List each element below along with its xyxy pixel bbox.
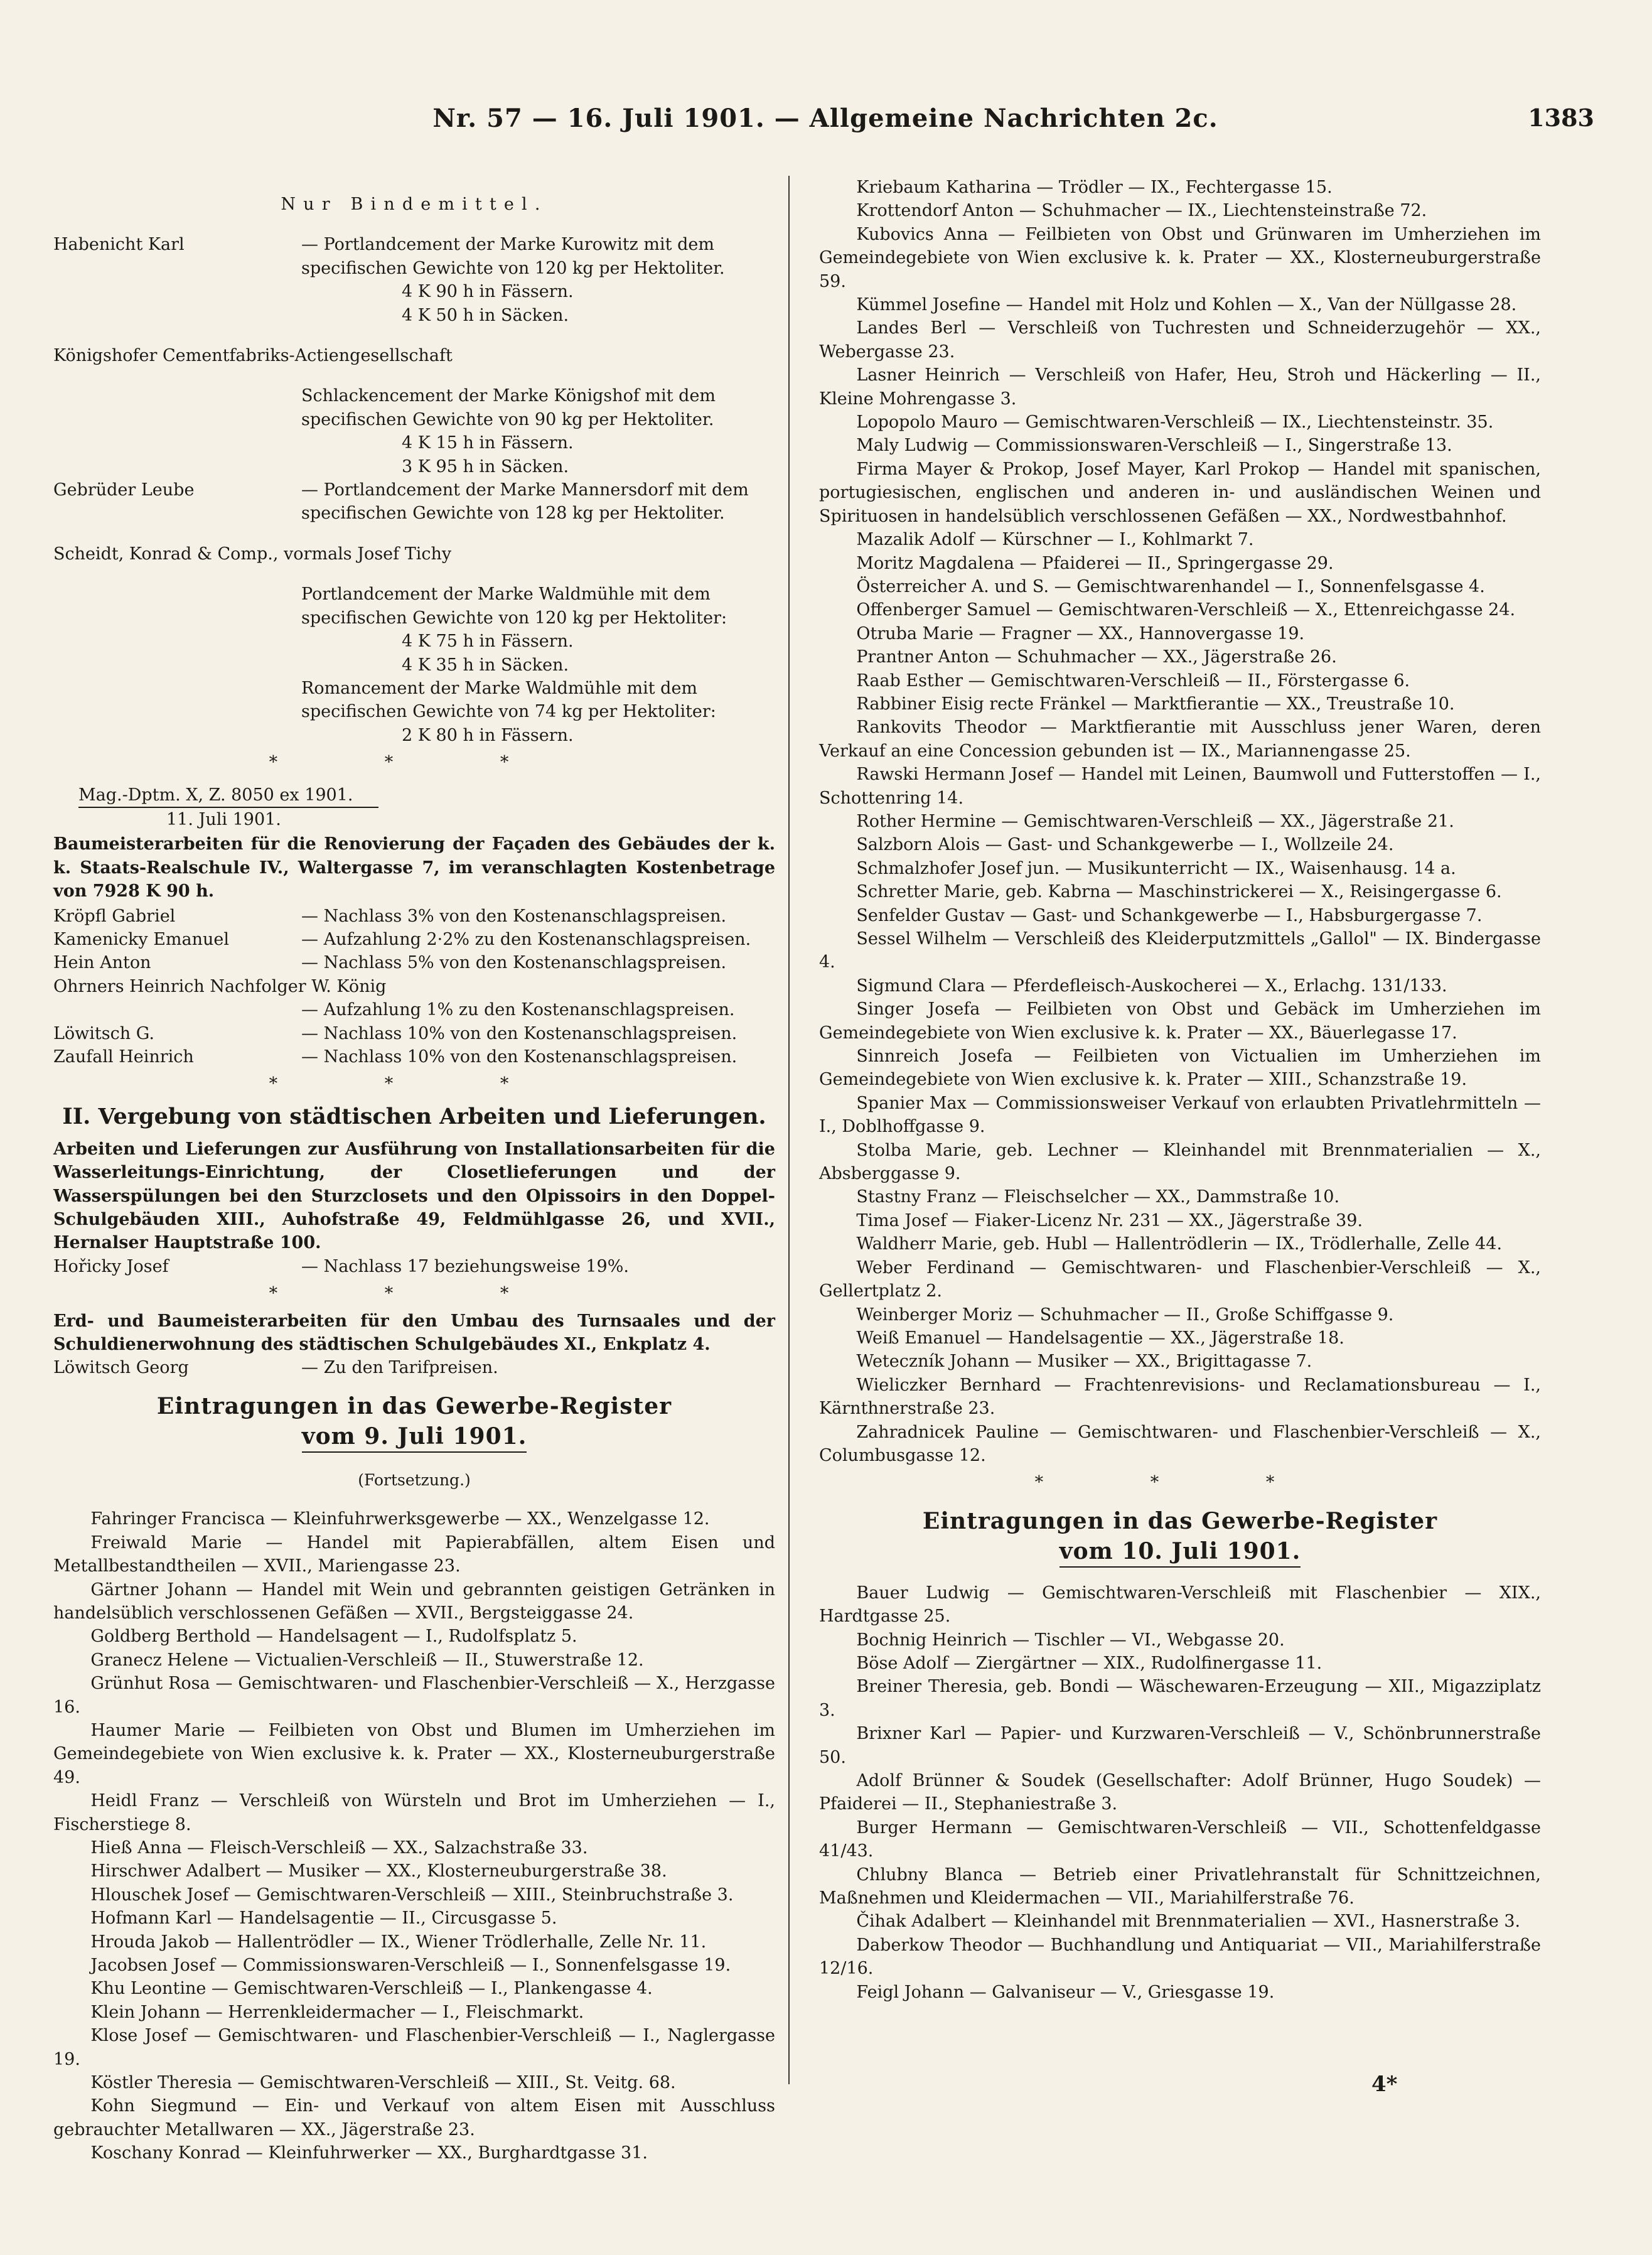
bid-text: — Nachlass 5% von den Kostenanschlagspreisen. bbox=[301, 953, 727, 973]
register-entry: Mazalik Adolf — Kürschner — I., Kohlmarkt 7. bbox=[856, 530, 1254, 550]
register-entry: Daberkow Theodor — Buchhandlung und Antiquariat — VII., Mariahilferstraße 12/16. bbox=[819, 1935, 1541, 1979]
supplier-price: 4 K 75 h in Fässern. bbox=[402, 632, 574, 652]
supplier-line: specifischen Gewichte von 120 kg per Hektoliter. bbox=[301, 258, 725, 278]
register-entry: Goldberg Berthold — Handelsagent — I., Rudolfsplatz 5. bbox=[90, 1627, 577, 1647]
bidder-name: Kröpfl Gabriel bbox=[53, 906, 176, 926]
supplier-line: Schlackencement der Marke Königshof mit dem bbox=[301, 386, 716, 406]
page-number: 1383 bbox=[1528, 104, 1594, 132]
register-entry: Krottendorf Anton — Schuhmacher — IX., Liechtensteinstraße 72. bbox=[856, 201, 1427, 221]
bidder-name: Ohrners Heinrich Nachfolger W. König bbox=[53, 976, 387, 996]
supplier-line: specifischen Gewichte von 120 kg per Hektoliter: bbox=[301, 608, 727, 628]
baumeister-list bbox=[53, 905, 775, 1069]
register-entry: Landes Berl — Verschleiß von Tuchresten und Schneiderzugehör — XX., Webergasse 23. bbox=[819, 318, 1541, 362]
supplier-price: 4 K 90 h in Fässern. bbox=[402, 282, 574, 302]
supplier-line: specifischen Gewichte von 90 kg per Hektoliter. bbox=[301, 409, 714, 429]
supplier-price: 4 K 50 h in Säcken. bbox=[402, 305, 569, 325]
register-entries-2 bbox=[819, 1581, 1541, 2004]
supplier-price: 4 K 35 h in Säcken. bbox=[402, 655, 569, 675]
register-entry: Firma Mayer & Prokop, Josef Mayer, Karl Prokop — Handel mit spanischen, portugiesischen, englischen und anderen in- und ausländischen Weinen und Spirituosen in handelsüblich verschlossenen Gefäßen — XX., Nordwestbahnhof. bbox=[819, 459, 1541, 526]
register-entry: Moritz Magdalena — Pfaiderei — II., Springergasse 29. bbox=[856, 553, 1334, 573]
register-entry: Kubovics Anna — Feilbieten von Obst und Grünwaren im Umherziehen im Gemeindegebiete von Wien exclusive k. k. Prater — XX., Klosterneuburgerstraße 59. bbox=[819, 224, 1541, 291]
bid-text: — Aufzahlung 1% zu den Kostenanschlagspreisen. bbox=[301, 1000, 735, 1020]
bidder-name: Hein Anton bbox=[53, 953, 151, 973]
bid-text: — Zu den Tarifpreisen. bbox=[301, 1358, 498, 1378]
register-entry: Maly Ludwig — Commissionswaren-Verschleiß — I., Singerstraße 13. bbox=[856, 436, 1452, 456]
register-entry: Haumer Marie — Feilbieten von Obst und Blumen im Umherziehen im Gemeindegebiete von Wien exclusive k. k. Prater — XX., Klosterneuburgerstraße 49. bbox=[53, 1720, 775, 1787]
register-entry: Hrouda Jakob — Hallentrödler — IX., Wiener Trödlerhalle, Zelle Nr. 11. bbox=[90, 1932, 707, 1952]
register-entry: Schretter Marie, geb. Kabrna — Maschinstrickerei — X., Reisingergasse 6. bbox=[856, 882, 1502, 902]
register-entry: Kümmel Josefine — Handel mit Holz und Kohlen — X., Van der Nüllgasse 28. bbox=[856, 295, 1517, 315]
section-stars: * * * bbox=[269, 1284, 560, 1304]
register-entries bbox=[819, 176, 1541, 1467]
right-column bbox=[819, 176, 1541, 2004]
supplier-price: 2 K 80 h in Fässern. bbox=[402, 725, 574, 745]
register-entry: Feigl Johann — Galvaniseur — V., Griesgasse 19. bbox=[856, 1982, 1275, 2002]
bid-row bbox=[53, 928, 775, 951]
register-entry: Hirschwer Adalbert — Musiker — XX., Klosterneuburgerstraße 38. bbox=[90, 1861, 667, 1881]
bidder-name: Löwitsch Georg bbox=[53, 1358, 189, 1378]
register-entry: Hieß Anna — Fleisch-Verschleiß — XX., Salzachstraße 33. bbox=[90, 1838, 588, 1858]
bidder-name bbox=[53, 998, 301, 1021]
register-entry: Fahringer Francisca — Kleinfuhrwerksgewerbe — XX., Wenzelgasse 12. bbox=[90, 1509, 710, 1529]
supplier-line: — Portlandcement der Marke Mannersdorf mit dem bbox=[301, 480, 749, 500]
bid-text bbox=[301, 975, 775, 998]
register-entry: Weber Ferdinand — Gemischtwaren- und Flaschenbier-Verschleiß — X., Gellertplatz 2. bbox=[819, 1257, 1541, 1301]
supplier-line: specifischen Gewichte von 74 kg per Hektoliter: bbox=[301, 702, 716, 722]
register-entry: Prantner Anton — Schuhmacher — XX., Jägerstraße 26. bbox=[856, 647, 1337, 667]
register-entry: Bochnig Heinrich — Tischler — VI., Webgasse 20. bbox=[856, 1630, 1285, 1650]
register-entry: Rawski Hermann Josef — Handel mit Leinen, Baumwoll und Futterstoffen — I., Schottenring 14. bbox=[819, 765, 1541, 808]
register-entry: Sigmund Clara — Pferdefleisch-Auskocherei — X., Erlachg. 131/133. bbox=[856, 976, 1447, 996]
supplier-name: Scheidt, Konrad & Comp., vormals Josef Tichy bbox=[53, 544, 452, 564]
register-entry: Klein Johann — Herrenkleidermacher — I., Fleischmarkt. bbox=[90, 2002, 584, 2022]
register-entry: Tima Josef — Fiaker-Licenz Nr. 231 — XX., Jägerstraße 39. bbox=[856, 1210, 1363, 1230]
bidder-name: Kamenicky Emanuel bbox=[53, 929, 229, 949]
bid-row bbox=[53, 951, 775, 974]
sheet-mark: 4* bbox=[1371, 2072, 1398, 2097]
register-entry: Salzborn Alois — Gast- und Schankgewerbe — I., Wollzeile 24. bbox=[856, 835, 1394, 855]
register-entry: Spanier Max — Commissionsweiser Verkauf von erlaubten Privatlehrmitteln — I., Doblhoffgasse 9. bbox=[819, 1093, 1541, 1137]
register-entries bbox=[53, 1507, 775, 2165]
register-entry: Lopopolo Mauro — Gemischtwaren-Verschleiß — IX., Liechtensteinstr. 35. bbox=[856, 412, 1494, 433]
cement-entry bbox=[53, 233, 775, 256]
supplier-line: Portlandcement der Marke Waldmühle mit dem bbox=[301, 584, 711, 605]
register-title: Eintragungen in das Gewerbe-Register bbox=[156, 1392, 672, 1419]
section-stars: * * * bbox=[269, 753, 560, 773]
magistrate-date: 11. Juli 1901. bbox=[166, 809, 281, 829]
register-entry: Jacobsen Josef — Commissionswaren-Verschleiß — I., Sonnenfelsgasse 19. bbox=[90, 1956, 731, 1975]
column-divider bbox=[788, 176, 790, 2084]
bid-row bbox=[53, 1022, 775, 1045]
left-column bbox=[53, 176, 775, 2165]
supplier-price: 4 K 15 h in Fässern. bbox=[402, 433, 574, 453]
register-entry: Köstler Theresia — Gemischtwaren-Verschleiß — XIII., St. Veitg. 68. bbox=[90, 2073, 676, 2093]
register-entry: Adolf Brünner & Soudek (Gesellschafter: Adolf Brünner, Hugo Soudek) — Pfaiderei — II., Stephaniestraße 3. bbox=[819, 1771, 1541, 1814]
register-heading bbox=[819, 1506, 1541, 1568]
register-entry: Österreicher A. und S. — Gemischtwarenhandel — I., Sonnenfelsgasse 4. bbox=[856, 576, 1485, 596]
cement-list bbox=[53, 233, 775, 747]
register-entry: Klose Josef — Gemischtwaren- und Flaschenbier-Verschleiß — I., Naglergasse 19. bbox=[53, 2026, 775, 2069]
register-entry: Hofmann Karl — Handelsagentie — II., Circusgasse 5. bbox=[90, 1908, 557, 1929]
register-entry: Böse Adolf — Ziergärtner — XIX., Rudolfinergasse 11. bbox=[856, 1653, 1322, 1673]
bid-row bbox=[53, 1255, 775, 1278]
bid-row bbox=[53, 905, 775, 928]
supplier-line: specifischen Gewichte von 128 kg per Hektoliter. bbox=[301, 503, 725, 524]
section-etc: 2c. bbox=[1174, 104, 1218, 133]
register-entry: Kohn Siegmund — Ein- und Verkauf von altem Eisen mit Ausschluss gebrauchter Metallwaren — XX., Jägerstraße 23. bbox=[53, 2096, 775, 2139]
bid-text: — Nachlass 3% von den Kostenanschlagspreisen. bbox=[301, 906, 727, 926]
register-entry: Grünhut Rosa — Gemischtwaren- und Flaschenbier-Verschleiß — X., Herzgasse 16. bbox=[53, 1674, 775, 1717]
register-entry: Bauer Ludwig — Gemischtwaren-Verschleiß mit Flaschenbier — XIX., Hardtgasse 25. bbox=[819, 1583, 1541, 1627]
register-entry: Kriebaum Katharina — Trödler — IX., Fechtergasse 15. bbox=[856, 178, 1333, 197]
register-date: vom 9. Juli 1901. bbox=[302, 1421, 527, 1453]
bid-text: — Nachlass 10% von den Kostenanschlagspreisen. bbox=[301, 1047, 738, 1067]
register-entry: Singer Josefa — Feilbieten von Obst und Gebäck im Umherziehen im Gemeindegebiete von Wien exclusive k. k. Prater — XX., Bäuerlegasse 17. bbox=[819, 999, 1541, 1043]
section-title: Allgemeine Nachrichten bbox=[809, 104, 1166, 133]
register-entry: Čihak Adalbert — Kleinhandel mit Brennmaterialien — XVI., Hasnerstraße 3. bbox=[856, 1912, 1521, 1932]
bid-text: — Aufzahlung 2·2% zu den Kostenanschlagspreisen. bbox=[301, 929, 751, 949]
header-title: Nr. 57 — 16. Juli 1901. — Allgemeine Nachrichten 2c. bbox=[432, 104, 1218, 133]
register-entry: Zahradnicek Pauline — Gemischtwaren- und Flaschenbier-Verschleiß — X., Columbusgasse 12. bbox=[819, 1422, 1541, 1465]
baumeister-title: Baumeisterarbeiten für die Renovierung der Façaden des Gebäudes der k. k. Staats-Realschule IV., Waltergasse 7, im veranschlagten Kostenbetrage von 7928 K 90 h. bbox=[53, 834, 775, 901]
bid-row bbox=[53, 975, 775, 998]
supplier-name: Königshofer Cementfabriks-Actiengesellschaft bbox=[53, 346, 453, 366]
register-entry: Koschany Konrad — Kleinfuhrwerker — XX., Burghardtgasse 31. bbox=[90, 2143, 648, 2163]
supplier-name: Gebrüder Leube bbox=[53, 480, 195, 500]
bid-row bbox=[53, 1356, 775, 1379]
register-entry: Heidl Franz — Verschleiß von Würsteln und Brot im Umherziehen — I., Fischerstiege 8. bbox=[53, 1791, 775, 1834]
register-entry: Offenberger Samuel — Gemischtwaren-Verschleiß — X., Ettenreichgasse 24. bbox=[856, 600, 1516, 620]
magistrate-reference: Mag.-Dptm. X, Z. 8050 ex 1901. bbox=[78, 783, 378, 808]
supplier-price: 3 K 95 h in Säcken. bbox=[402, 456, 569, 476]
section-stars: * * * bbox=[1034, 1473, 1326, 1493]
bid-text: — Nachlass 17 beziehungsweise 19%. bbox=[301, 1256, 629, 1276]
register-entry: Sinnreich Josefa — Feilbieten von Victualien im Umherziehen im Gemeindegebiete von Wien exclusive k. k. Prater — XIII., Schanzstraße 19. bbox=[819, 1047, 1541, 1090]
register-entry: Breiner Theresia, geb. Bondi — Wäschewaren-Erzeugung — XII., Migazziplatz 3. bbox=[819, 1677, 1541, 1720]
continuation-note: (Fortsetzung.) bbox=[358, 1470, 471, 1489]
heading-bindemittel: Nur Bindemittel. bbox=[281, 195, 548, 214]
cement-entry bbox=[53, 478, 775, 502]
register-entry: Weinberger Moriz — Schuhmacher — II., Große Schiffgasse 9. bbox=[856, 1305, 1394, 1325]
register-entry: Stastny Franz — Fleischselcher — XX., Dammstraße 10. bbox=[856, 1187, 1340, 1207]
section-2-title: II. Vergebung von städtischen Arbeiten und Lieferungen. bbox=[62, 1103, 766, 1129]
bid-row bbox=[53, 998, 775, 1021]
turnsaal-title: Erd- und Baumeisterarbeiten für den Umbau des Turnsaales und der Schuldienerwohnung des städtischen Schulgebäudes XI., Enkplatz 4. bbox=[53, 1311, 775, 1355]
register-entry: Stolba Marie, geb. Lechner — Kleinhandel mit Brennmaterialien — X., Absberggasse 9. bbox=[819, 1140, 1541, 1184]
register-entry: Lasner Heinrich — Verschleiß von Hafer, Heu, Stroh und Häckerling — II., Kleine Mohrengasse 3. bbox=[819, 365, 1541, 409]
register-entry: Freiwald Marie — Handel mit Papierabfällen, altem Eisen und Metallbestandtheilen — XVII., Mariengasse 23. bbox=[53, 1532, 775, 1576]
register-entry: Weteczník Johann — Musiker — XX., Brigittagasse 7. bbox=[856, 1352, 1312, 1372]
register-entry: Burger Hermann — Gemischtwaren-Verschleiß — VII., Schottenfeldgasse 41/43. bbox=[819, 1817, 1541, 1861]
bidder-name: Hořicky Josef bbox=[53, 1256, 169, 1276]
issue-date: 16. Juli 1901. bbox=[567, 104, 765, 133]
register-title: Eintragungen in das Gewerbe-Register bbox=[922, 1507, 1438, 1534]
page-header bbox=[56, 104, 1594, 141]
register-entry: Schmalzhofer Josef jun. — Musikunterricht — IX., Waisenhausg. 14 a. bbox=[856, 858, 1456, 878]
register-entry: Brixner Karl — Papier- und Kurzwaren-Verschleiß — V., Schönbrunnerstraße 50. bbox=[819, 1724, 1541, 1767]
register-entry: Granecz Helene — Victualien-Verschleiß — II., Stuwerstraße 12. bbox=[90, 1650, 644, 1670]
register-heading bbox=[53, 1391, 775, 1453]
register-date: vom 10. Juli 1901. bbox=[1059, 1536, 1301, 1568]
register-entry: Waldherr Marie, geb. Hubl — Hallentrödlerin — IX., Trödlerhalle, Zelle 44. bbox=[856, 1234, 1503, 1254]
register-entry: Otruba Marie — Fragner — XX., Hannovergasse 19. bbox=[856, 623, 1305, 643]
register-entry: Gärtner Johann — Handel mit Wein und gebrannten geistigen Getränken in handelsüblich verschlossenen Gefäßen — XVII., Bergsteiggasse 24. bbox=[53, 1580, 775, 1623]
issue-number: Nr. 57 bbox=[432, 104, 523, 133]
register-entry: Senfelder Gustav — Gast- und Schankgewerbe — I., Habsburgergasse 7. bbox=[856, 905, 1483, 925]
register-entry: Rankovits Theodor — Marktfierantie mit Ausschluss jener Waren, deren Verkauf an eine Concession gebunden ist — IX., Mariannengasse 25. bbox=[819, 718, 1541, 761]
supplier-name: Habenicht Karl bbox=[53, 235, 185, 255]
bid-row bbox=[53, 1045, 775, 1068]
bidder-name: Löwitsch G. bbox=[53, 1023, 154, 1043]
register-entry: Weiß Emanuel — Handelsagentie — XX., Jägerstraße 18. bbox=[856, 1328, 1344, 1348]
register-entry: Rother Hermine — Gemischtwaren-Verschleiß — XX., Jägerstraße 21. bbox=[856, 811, 1454, 831]
bidder-name: Zaufall Heinrich bbox=[53, 1047, 194, 1067]
bid-text: — Nachlass 10% von den Kostenanschlagspreisen. bbox=[301, 1023, 738, 1043]
register-entry: Khu Leontine — Gemischtwaren-Verschleiß — I., Plankengasse 4. bbox=[90, 1979, 653, 1999]
section-stars: * * * bbox=[269, 1074, 560, 1094]
supplier-line: — Portlandcement der Marke Kurowitz mit dem bbox=[301, 235, 714, 255]
register-entry: Raab Esther — Gemischtwaren-Verschleiß — II., Förstergasse 6. bbox=[856, 670, 1410, 691]
supplier-line: Romancement der Marke Waldmühle mit dem bbox=[301, 678, 698, 698]
register-entry: Rabbiner Eisig recte Fränkel — Marktfierantie — XX., Treustraße 10. bbox=[856, 694, 1455, 714]
register-entry: Chlubny Blanca — Betrieb einer Privatlehranstalt für Schnittzeichnen, Maßnehmen und Kleidermachen — VII., Mariahilferstraße 76. bbox=[819, 1865, 1541, 1908]
register-entry: Hlouschek Josef — Gemischtwaren-Verschleiß — XIII., Steinbruchstraße 3. bbox=[90, 1885, 734, 1905]
installation-title: Arbeiten und Lieferungen zur Ausführung von Installationsarbeiten für die Wasserleitungs-Einrichtung, der Closetlieferungen und der Wasserspülungen bei den Sturzclosets und den Olpissoirs in den Doppel-Schulgebäuden XIII., Auhofstraße 49, Feldmühlgasse 26, und XVII., Hernalser Hauptstraße 100. bbox=[53, 1139, 775, 1253]
register-entry: Wieliczker Bernhard — Frachtenrevisions- und Reclamationsbureau — I., Kärnthnerstraße 23. bbox=[819, 1375, 1541, 1419]
register-entry: Sessel Wilhelm — Verschleiß des Kleiderputzmittels „Gallol" — IX. Bindergasse 4. bbox=[819, 929, 1541, 972]
